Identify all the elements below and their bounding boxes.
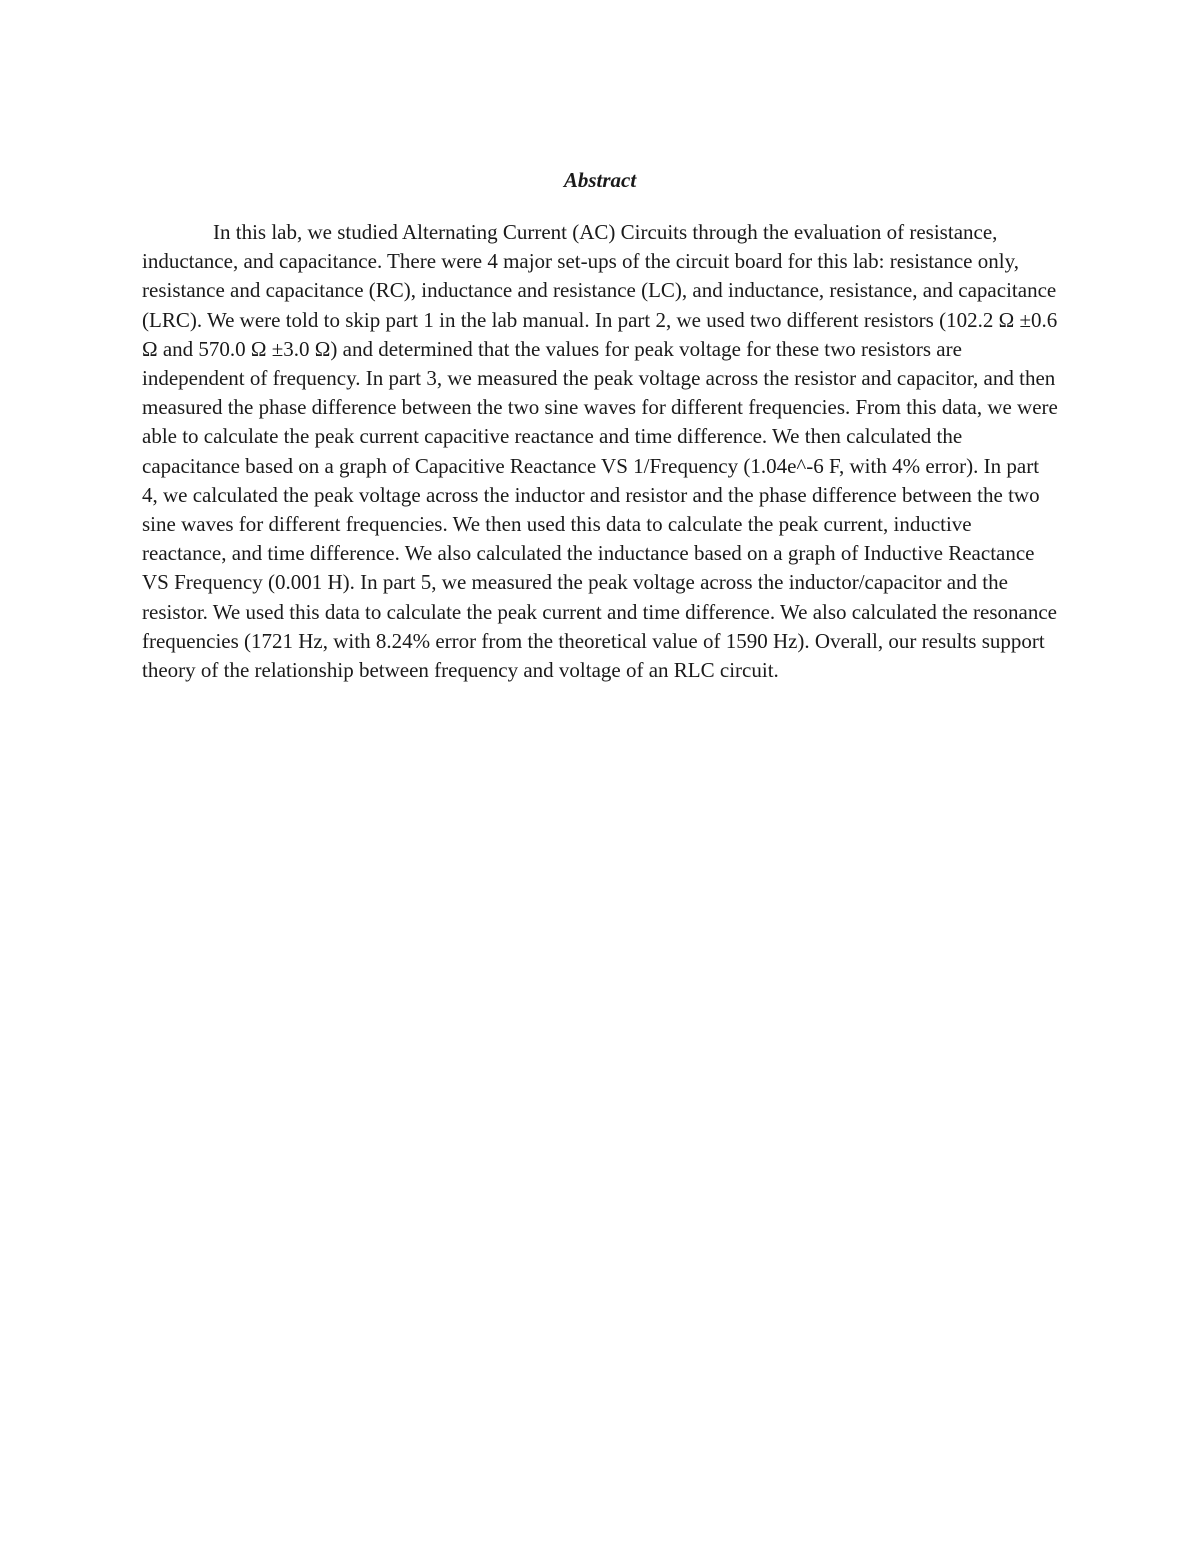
abstract-paragraph: In this lab, we studied Alternating Current (AC) Circuits through the evaluation of resistance, inductance, and capacitance. There were 4 major set-ups of the circuit board for this lab: resistance only, resistance and capacitance (RC), inductance and resistance (LC), and inductance, resistance, and capacitance (LRC). We were told to skip part 1 in the lab manual. In part 2, we used two different resistors (102.2 Ω ±0.6 Ω and 570.0 Ω ±3.0 Ω) and determined that the values for peak voltage for these two resistors are independent of frequency. In part 3, we measured the peak voltage across the resistor and capacitor, and then measured the phase difference between the two sine waves for different frequencies. From this data, we were able to calculate the peak current capacitive reactance and time difference. We then calculated the capacitance based on a graph of Capacitive Reactance VS 1/Frequency (1.04e^-6 F, with 4% error). In part 4, we calculated the peak voltage across the inductor and resistor and the phase difference between the two sine waves for different frequencies. We then used this data to calculate the peak current, inductive reactance, and time difference. We also calculated the inductance based on a graph of Inductive Reactance VS Frequency (0.001 H). In part 5, we measured the peak voltage across the inductor/capacitor and the resistor. We used this data to calculate the peak current and time difference. We also calculated the resonance frequencies (1721 Hz, with 8.24% error from the theoretical value of 1590 Hz). Overall, our results support theory of the relationship between frequency and voltage of an RLC circuit. <box>142 220 1058 683</box>
abstract-heading: Abstract <box>563 168 637 192</box>
